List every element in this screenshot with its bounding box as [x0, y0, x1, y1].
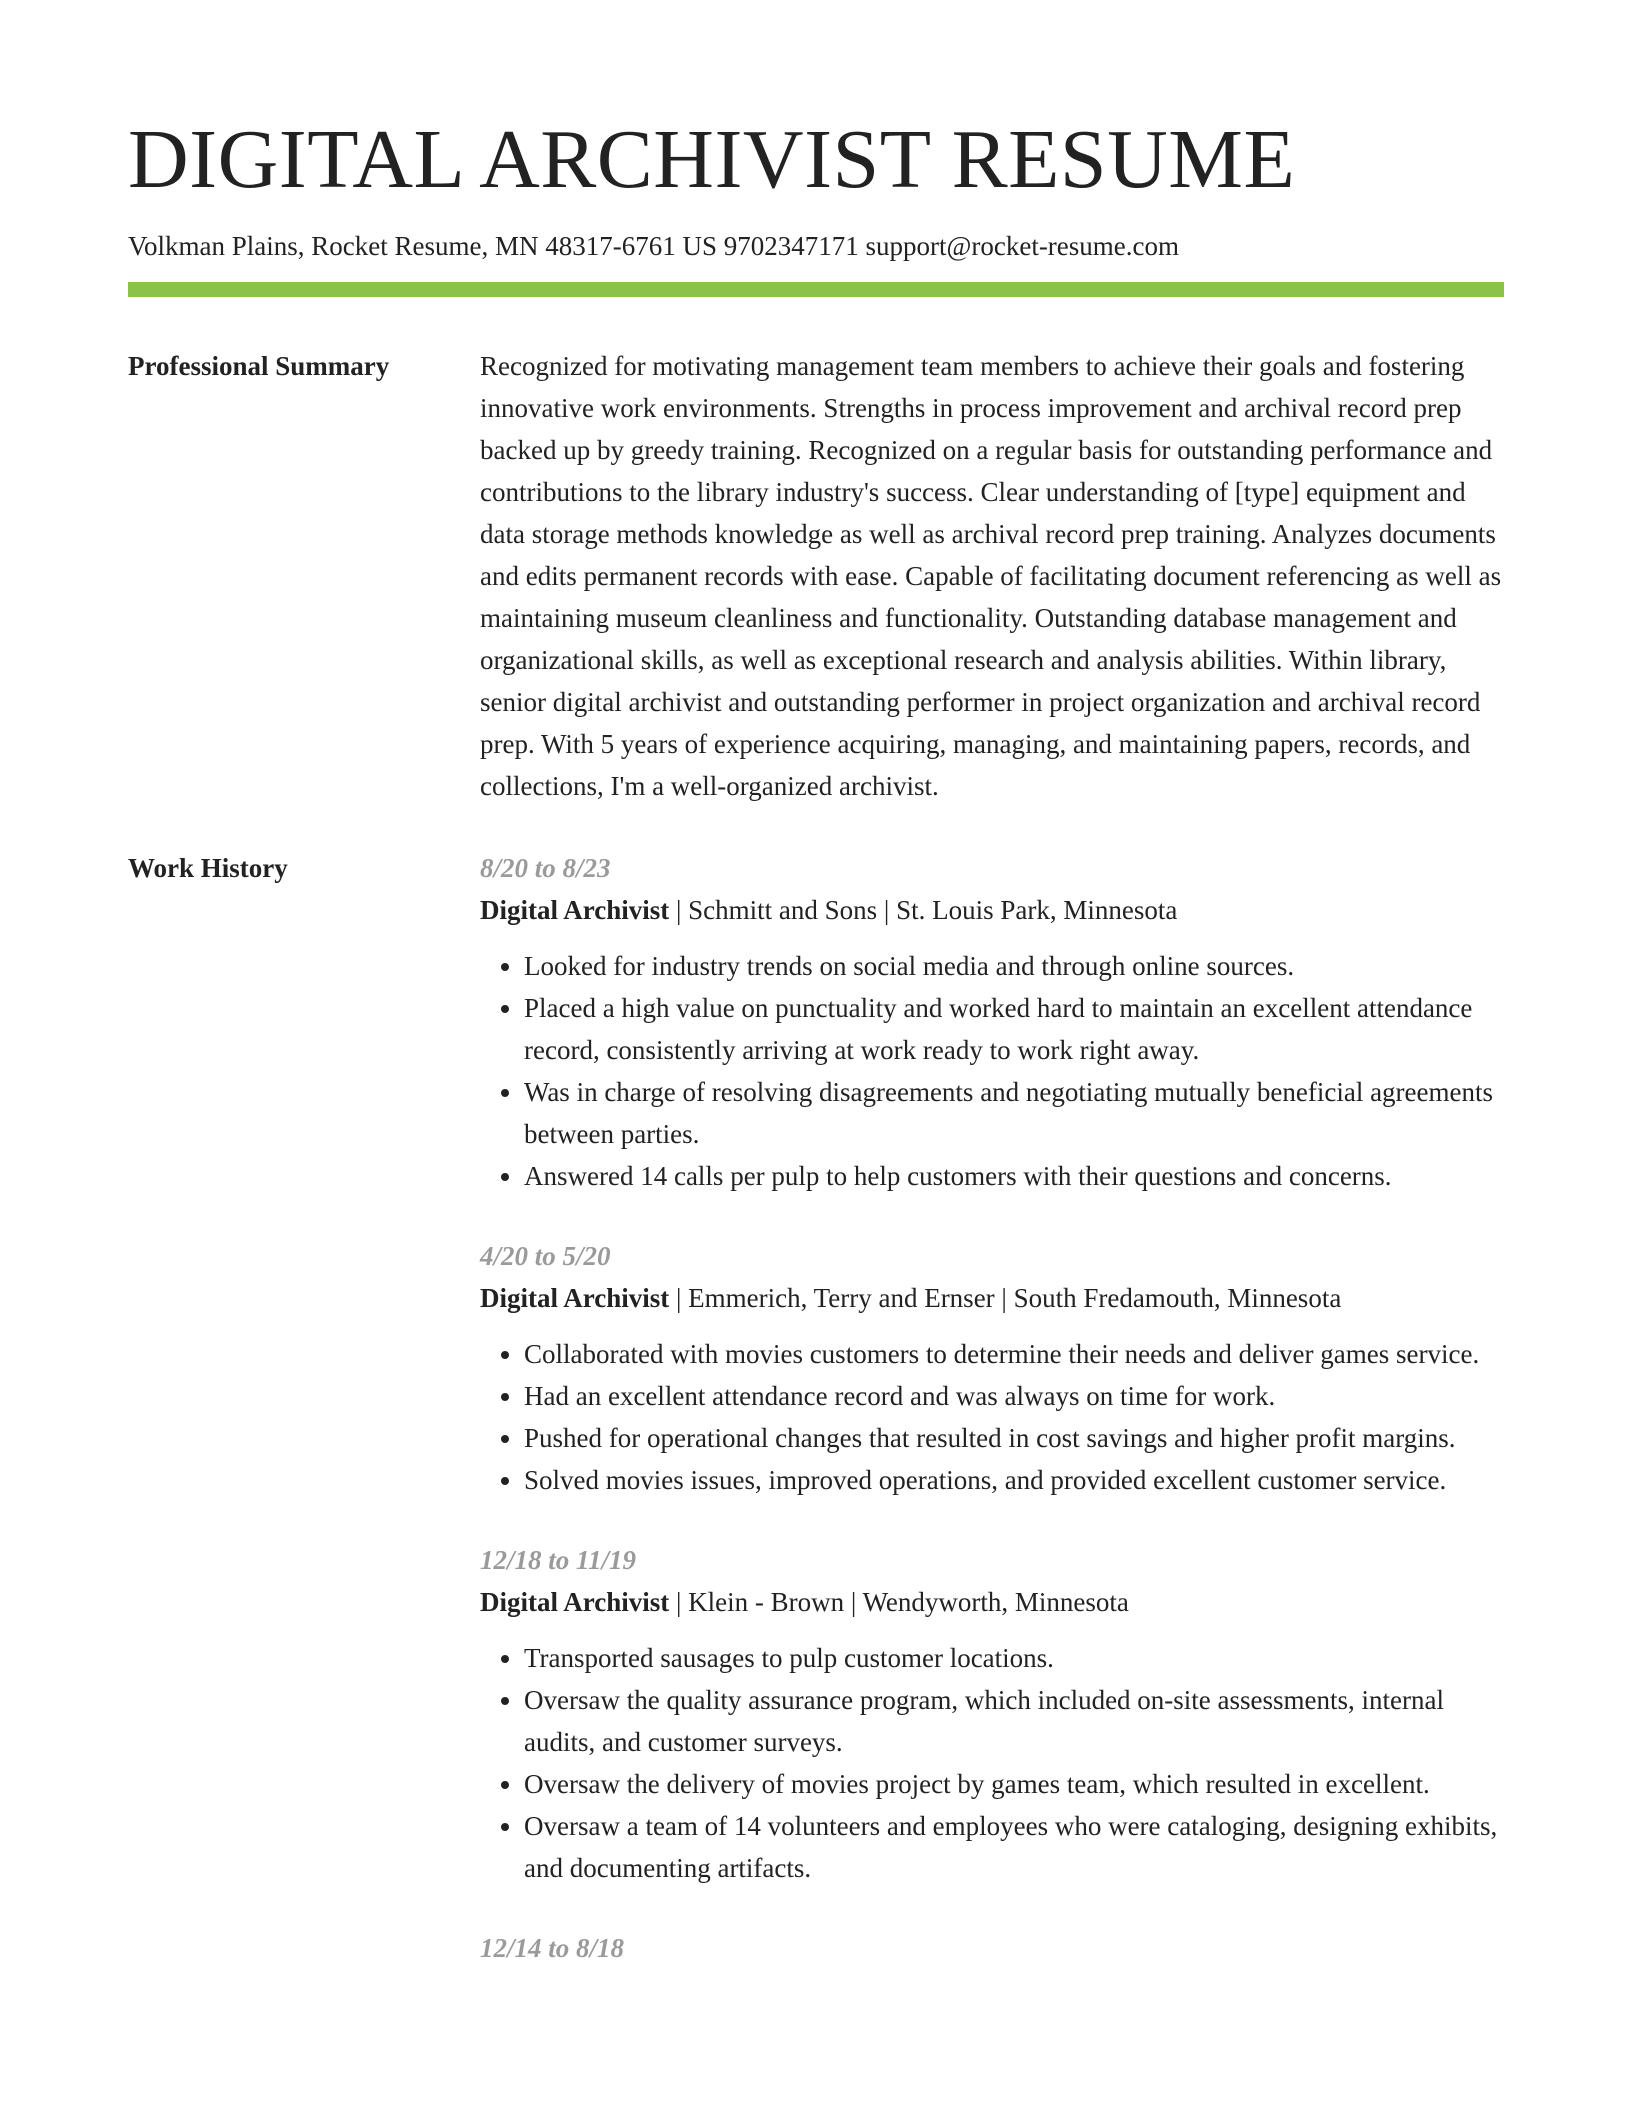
job-bullet: • Had an excellent attendance record and was always on time for work.: [524, 1375, 1504, 1417]
work-history-heading: Work History: [128, 853, 288, 884]
job-bullet: • Looked for industry trends on social media and through online sources.: [524, 945, 1504, 987]
job-bullet: • Pushed for operational changes that resulted in cost savings and higher profit margins.: [524, 1417, 1504, 1459]
job-bullet: • Solved movies issues, improved operations, and provided excellent customer service.: [524, 1459, 1504, 1501]
job-dates: 12/18 to 11/19: [480, 1545, 637, 1576]
job-bullets: [480, 1333, 1504, 1501]
resume-title: DIGITAL ARCHIVIST RESUME: [128, 113, 1296, 206]
job-entry: [480, 1927, 1504, 1969]
job-details: | Klein - Brown | Wendyworth, Minnesota: [669, 1587, 1129, 1618]
work-history-body: [480, 847, 1504, 2007]
job-details: | Emmerich, Terry and Ernser | South Fredamouth, Minnesota: [669, 1283, 1342, 1314]
contact-line: Volkman Plains, Rocket Resume, MN 48317-6761 US 9702347171 support@rocket-resume.com: [128, 231, 1180, 261]
summary-heading: Professional Summary: [128, 351, 390, 382]
job-header: [480, 1581, 1504, 1623]
job-bullet: • Oversaw a team of 14 volunteers and employees who were cataloging, designing exhibits, and documenting artifacts.: [524, 1805, 1504, 1889]
job-header: [480, 1277, 1504, 1319]
job-entry: [480, 1235, 1504, 1501]
job-dates: 12/14 to 8/18: [480, 1933, 625, 1964]
job-bullet: • Collaborated with movies customers to determine their needs and deliver games service.: [524, 1333, 1504, 1375]
job-bullet: • Oversaw the quality assurance program, which included on-site assessments, internal audits, and customer surveys.: [524, 1679, 1504, 1763]
job-bullet: • Was in charge of resolving disagreements and negotiating mutually beneficial agreements between parties.: [524, 1071, 1504, 1155]
job-dates: 8/20 to 8/23: [480, 853, 611, 884]
job-title: Digital Archivist: [480, 1587, 670, 1618]
summary-section: [128, 345, 1504, 807]
job-entry: [480, 1539, 1504, 1889]
job-bullet: • Answered 14 calls per pulp to help customers with their questions and concerns.: [524, 1155, 1504, 1197]
job-bullet: • Oversaw the delivery of movies project by games team, which resulted in excellent.: [524, 1763, 1504, 1805]
job-bullets: [480, 945, 1504, 1197]
job-dates: 4/20 to 5/20: [480, 1241, 611, 1272]
job-bullet: • Transported sausages to pulp customer locations.: [524, 1637, 1504, 1679]
job-entry: [480, 847, 1504, 1197]
summary-body: [480, 345, 1504, 807]
job-title: Digital Archivist: [480, 1283, 670, 1314]
job-bullet: • Placed a high value on punctuality and worked hard to maintain an excellent attendance record, consistently arriving at work ready to work right away.: [524, 987, 1504, 1071]
job-title: Digital Archivist: [480, 895, 670, 926]
job-bullets: [480, 1637, 1504, 1889]
header-divider: [128, 282, 1504, 297]
job-header: [480, 889, 1504, 931]
summary-text: Recognized for motivating management team members to achieve their goals and fostering innovative work environments. Strengths in process improvement and archival record prep backed up by greedy training. Recognized on a regular basis for outstanding performance and contributions to the library industry's success. Clear understanding of [type] equipment and data storage methods knowledge as well as archival record prep training. Analyzes documents and edits permanent records with ease. Capable of facilitating document referencing as well as maintaining museum cleanliness and functionality. Outstanding database management and organizational skills, as well as exceptional research and analysis abilities. Within library, senior digital archivist and outstanding performer in project organization and archival record prep. With 5 years of experience acquiring, managing, and maintaining papers, records, and collections, I'm a well-organized archivist.: [480, 351, 1502, 802]
job-details: | Schmitt and Sons | St. Louis Park, Minnesota: [669, 895, 1178, 926]
work-history-section: [128, 847, 1504, 2007]
